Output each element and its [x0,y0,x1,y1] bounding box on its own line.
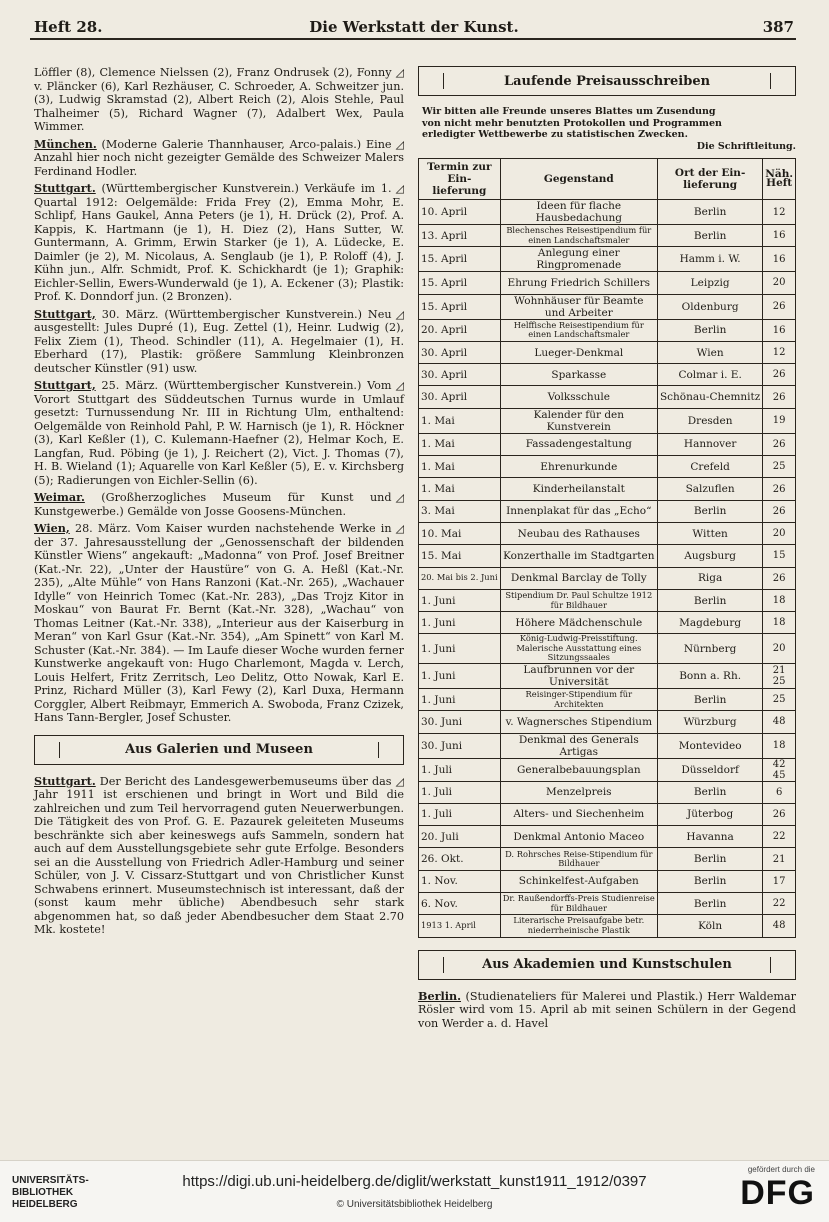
header-rule [30,38,796,40]
issue-cell: 26 [763,433,796,455]
deadline-cell: 15. April [419,272,501,294]
deadline-cell: 15. Mai [419,545,501,567]
subject-cell: Menzelpreis [500,781,657,803]
deadline-cell: 10. April [419,200,501,225]
paragraph-lead: Weimar. [34,490,85,504]
issue-cell: 18 [763,733,796,758]
table-row [419,272,796,294]
issue-cell: 20 [763,634,796,664]
table-row [419,500,796,522]
subject-cell: Sparkasse [500,364,657,386]
paragraph-lead: München. [34,136,97,151]
paragraph-text: Löffler (8), Clemence Nielssen (2), Franz Ondrusek (2), Fonny v. Pläncker (6), Karl Rezhäuser, C. Schroeder, A. Schweitzer jun. (3), Ludwig Skramstad (2), Albert Reich (2), Alois Stehle, Paul Thalheimer (5), Richard Wagner (7), Adalbert Wex, Paula Wimmer. [34,66,404,133]
deadline-cell: 13. April [419,225,501,247]
table-row [419,386,796,408]
dfg-wordmark: DFG [740,1174,815,1212]
paragraph-text: Der Bericht des Landesgewerbemuseums über das Jahr 1911 ist erschienen und bringt in Wort und Bild die zahlreichen und zum Teil hervorragend guten Neuerwerbungen. Die Tätigkeit des von Prof. G. E. Pazaurek geleiteten Museums beschränkte sich aber keineswegs aufs Sammeln, sondern hat auch auf dem Ausstellungsgebiete sehr gute Erfolge. Besonders sei an die Ausstellung von Friedrich Adler-Hamburg und seiner Schüler, von J. V. Cissarz-Stuttgart und von Christlicher Kunst Schwabens erinnert. Museumstechnisch ist interessant, daß der (sonst kaum mehr übliche) Abendbesuch sehr stark abgenommen hat, so daß jeder Abendbesucher dem Staat 2.70 Mk. kostete! [34,774,404,936]
section-heading-galerien: Aus Galerien und Museen [34,735,404,765]
subject-cell: Denkmal Barclay de Tolly [500,567,657,589]
triangle-mark-icon: ◿ [395,66,404,79]
paragraph-lead: Stuttgart. [34,181,96,195]
deadline-cell: 15. April [419,247,501,272]
table-row [419,711,796,733]
place-cell: Würzburg [657,711,762,733]
notice-signature: Die Schriftleitung. [696,140,796,152]
triangle-mark-icon: ◿ [395,491,404,504]
copyright-notice: © Universitätsbibliothek Heidelberg [336,1199,493,1210]
news-paragraph [34,522,404,725]
place-cell: Nürnberg [657,634,762,664]
place-cell: Montevideo [657,733,762,758]
issue-cell: 26 [763,803,796,825]
news-paragraph [34,182,404,304]
subject-cell: Konzerthalle im Stadtgarten [500,545,657,567]
table-row [419,319,796,341]
paragraph-lead: Stuttgart. [34,773,96,788]
table-row [419,522,796,544]
table-row [419,567,796,589]
place-cell: Riga [657,567,762,589]
issue-cell: 26 [763,294,796,319]
issue-cell: 15 [763,545,796,567]
news-paragraph [34,308,404,376]
dfg-logo [740,1165,815,1213]
table-row [419,364,796,386]
place-cell: Dresden [657,408,762,433]
place-cell: Berlin [657,500,762,522]
place-cell: Köln [657,915,762,937]
table-row [419,826,796,848]
table-row [419,634,796,664]
subject-cell: Innenplakat für das „Echo“ [500,500,657,522]
table-row [419,247,796,272]
subject-cell: Ehrung Friedrich Schillers [500,272,657,294]
issue-number: Heft 28. [34,18,103,36]
deadline-cell: 1. Mai [419,478,501,500]
subject-cell: Ideen für flache Hausbedachung [500,200,657,225]
table-row [419,803,796,825]
paragraph-text: (Moderne Galerie Thannhauser, Arco-palais.) Eine Anzahl hier noch nicht gezeigter Gemälde des Schweizer Malers Ferdinand Hodler. [34,137,404,178]
deadline-cell: 1913 1. April [419,915,501,937]
paragraph-text: 25. März. (Württembergischer Kunstverein.) Vom Vorort Stuttgart des Süddeutschen Turnus wurde in Umlauf gesetzt: Turnussendung Nr. III in Richtung Ulm, enthaltend: Oelgemälde von Reinhold Pahl, P. W. Harnisch (je 1), R. Höckner (3), Karl Keßler (1), C. Kulemann-Haefner (2), Helmar Koch, E. Langfan, Rud. Pöbing (je 1), J. Reichert (2), Vict. J. Thomas (7), H. B. Wieland (1); Aquarelle von Karl Keßler (5), E. v. Kirchsberg (5); Radierungen von Eichler-Sellin (6). [34,379,404,487]
deadline-cell: 1. Juni [419,688,501,710]
issue-cell: 12 [763,341,796,363]
section-heading-preisausschreiben: Laufende Preisausschreiben [418,66,796,96]
place-cell: Havanna [657,826,762,848]
subject-cell: Alters- und Siechenheim [500,803,657,825]
triangle-mark-icon: ◿ [395,774,404,788]
deadline-cell: 1. Juli [419,758,501,781]
subject-cell: Blechensches Reisestipendium für einen Landschaftsmaler [500,225,657,247]
editorial-notice [418,106,796,152]
header-deadline: Termin zur Ein-lieferung [419,159,501,200]
place-cell: Leipzig [657,272,762,294]
issue-cell: 18 [763,589,796,611]
dfg-caption: gefördert durch die [747,1165,815,1174]
notice-line: Wir bitten alle Freunde unseres Blattes um Zusendung [422,106,716,117]
table-row [419,663,796,688]
notice-line: von nicht mehr benutzten Protokollen und Programmen [422,117,722,129]
issue-cell: 25 [763,688,796,710]
subject-cell: Höhere Mädchenschule [500,612,657,634]
subject-cell: Kinderheilanstalt [500,478,657,500]
deadline-cell: 1. Mai [419,433,501,455]
news-list [34,66,404,725]
header-place: Ort der Ein-lieferung [657,159,762,200]
place-cell: Düsseldorf [657,758,762,781]
place-cell: Magdeburg [657,612,762,634]
issue-cell: 26 [763,478,796,500]
news-paragraph [34,491,404,518]
permalink-url[interactable]: https://digi.ub.uni-heidelberg.de/diglit/werkstatt_kunst1911_1912/0397 [182,1173,647,1190]
paragraph-lead: Stuttgart, [34,306,96,321]
issue-cell: 26 [763,567,796,589]
subject-cell: Laufbrunnen vor der Universität [500,663,657,688]
issue-cell: 16 [763,319,796,341]
logo-line: BIBLIOTHEK [12,1187,74,1198]
deadline-cell: 1. Juni [419,663,501,688]
place-cell: Berlin [657,893,762,915]
news-paragraph [34,66,404,134]
subject-cell: Literarische Preisaufgabe betr. niederrheinische Plastik [500,915,657,937]
issue-cell: 12 [763,200,796,225]
place-cell: Wien [657,341,762,363]
subject-cell: Kalender für den Kunstverein [500,408,657,433]
issue-cell: 26 [763,364,796,386]
place-cell: Augsburg [657,545,762,567]
deadline-cell: 1. Juli [419,781,501,803]
table-row [419,341,796,363]
paragraph-text: (Württembergischer Kunstverein.) Verkäufe im 1. Quartal 1912: Oelgemälde: Frida Frey (2), Emma Mohr, E. Schlipf, Hans Gaukel, Anna Peters (je 1), H. Drück (2), Prof. A. Kappis, K. Hartmann (je 1), H. Diez (2), Hans Sutter, W. Guntermann, A. Grimm, Erwin Starker (je 1), A. Lüdecke, E. Daimler (je 2), M. Nicolaus, A. Senglaub (je 1), P. Roloff (4), J. Kühn jun., Alfr. Schmidt, Prof. K. Schickhardt (je 1); Graphik: Eichler-Sellin, Ewers-Wunderwald (je 1), A. Eckener (3); Plastik: Prof. K. Donndorf jun. (2 Bronzen). [34,182,404,303]
place-cell: Berlin [657,589,762,611]
subject-cell: Dr. Raußendorffs-Preis Studienreise für Bildhauer [500,893,657,915]
place-cell: Berlin [657,870,762,892]
deadline-cell: 30. Juni [419,733,501,758]
header-subject: Gegenstand [500,159,657,200]
triangle-mark-icon: ◿ [395,379,404,392]
issue-cell: 21 [763,848,796,870]
deadline-cell: 10. Mai [419,522,501,544]
deadline-cell: 20. April [419,319,501,341]
deadline-cell: 30. Juni [419,711,501,733]
akademien-paragraph [418,990,796,1031]
subject-cell: Helffische Reisestipendium für einen Landschaftsmaler [500,319,657,341]
place-cell: Berlin [657,781,762,803]
deadline-cell: 6. Nov. [419,893,501,915]
place-cell: Jüterbog [657,803,762,825]
place-cell: Berlin [657,848,762,870]
logo-line: HEIDELBERG [12,1199,78,1210]
subject-cell: D. Rohrsches Reise-Stipendium für Bildhauer [500,848,657,870]
subject-cell: Denkmal Antonio Maceo [500,826,657,848]
table-row [419,294,796,319]
table-row [419,200,796,225]
issue-cell: 17 [763,870,796,892]
table-row [419,758,796,781]
issue-cell: 6 [763,781,796,803]
table-row [419,688,796,710]
place-cell: Oldenburg [657,294,762,319]
table-row [419,612,796,634]
place-cell: Salzuflen [657,478,762,500]
paragraph-text: (Großherzogliches Museum für Kunst und Kunstgewerbe.) Gemälde von Josse Goosens-München. [34,491,392,518]
deadline-cell: 3. Mai [419,500,501,522]
table-row [419,848,796,870]
subject-cell: Volksschule [500,386,657,408]
subject-cell: Ehrenurkunde [500,456,657,478]
triangle-mark-icon: ◿ [395,137,404,151]
subject-cell: Denkmal des Generals Artigas [500,733,657,758]
subject-cell: Generalbebauungsplan [500,758,657,781]
deadline-cell: 1. Juni [419,634,501,664]
journal-title: Die Werkstatt der Kunst. [309,18,519,36]
place-cell: Berlin [657,200,762,225]
subject-cell: Reisinger-Stipendium für Architekten [500,688,657,710]
galerien-paragraph [34,775,404,937]
subject-cell: Fassadengestaltung [500,433,657,455]
issue-cell: 16 [763,247,796,272]
place-cell: Berlin [657,225,762,247]
news-paragraph [34,138,404,179]
table-row [419,870,796,892]
issue-cell: 20 [763,522,796,544]
place-cell: Crefeld [657,456,762,478]
table-row [419,225,796,247]
issue-cell: 18 [763,612,796,634]
deadline-cell: 1. Mai [419,456,501,478]
table-row [419,545,796,567]
subject-cell: v. Wagnersches Stipendium [500,711,657,733]
place-cell: Schönau-Chemnitz [657,386,762,408]
table-row [419,893,796,915]
issue-cell: 26 [763,386,796,408]
issue-cell: 21 25 [763,663,796,688]
table-row [419,408,796,433]
table-row [419,433,796,455]
place-cell: Berlin [657,319,762,341]
news-paragraph [34,379,404,487]
issue-cell: 48 [763,915,796,937]
issue-cell: 20 [763,272,796,294]
place-cell: Bonn a. Rh. [657,663,762,688]
competitions-table [418,158,796,938]
table-row [419,781,796,803]
table-row [419,733,796,758]
right-column [418,66,796,1034]
deadline-cell: 20. Juli [419,826,501,848]
paragraph-text: 28. März. Vom Kaiser wurden nachstehende Werke in der 37. Jahresausstellung der „Genossenschaft der bildenden Künstler Wiens“ angekauft: „Madonna“ von Prof. Josef Breitner (Kat.-Nr. 22), „Unter der Haustüre“ von G. A. Heßl (Kat.-Nr. 235), „Alte Mühle“ von Hans Ranzoni (Kat.-Nr. 265), „Wachauer Idylle“ von Heinrich Tomec (Kat.-Nr. 283), „Das Trojz Kitor in Moskau“ von Baurat Fr. Bernt (Kat.-Nr. 328), „Wachau“ von Thomas Leitner (Kat.-Nr. 338), „Interieur aus der Kaiserburg in Meran“ von Karl Gsur (Kat.-Nr. 354), „Am Spinett“ von Karl M. Schuster (Kat.-Nr. 384). — Im Laufe dieser Woche wurden ferner Kunstwerke angekauft von: Hugo Charlemont, Magda v. Lerch, Louis Helfert, Fritz Zerritsch, Leo Delitz, Otto Nowak, Karl E. Prinz, Richard Müller (3), Karl Fewy (2), Karl Duxa, Hermann Corggler, Albert Reibmayr, Emmerich A. Swoboda, Franz Czizek, Hans Tann-Bergler, Josef Schuster. [34,522,404,724]
place-cell: Hannover [657,433,762,455]
place-cell: Berlin [657,688,762,710]
library-footer [0,1160,829,1222]
deadline-cell: 1. Juni [419,589,501,611]
paragraph-text: 30. März. (Württembergischer Kunstverein.) Neu ausgestellt: Jules Dupré (1), Eug. Zettel (1), Heinr. Ludwig (2), Felix Ziem (1), Theod. Schindler (11), A. Hegelmaier (1), H. Eberhard (17), Plastik: größere Sammlung Kleinbronzen deutscher Künstler (91) usw. [34,307,404,375]
deadline-cell: 1. Mai [419,408,501,433]
triangle-mark-icon: ◿ [395,522,404,535]
table-row [419,915,796,937]
deadline-cell: 20. Mai bis 2. Juni [419,567,501,589]
subject-cell: Lueger-Denkmal [500,341,657,363]
paragraph-lead: Wien, [34,521,70,535]
deadline-cell: 1. Nov. [419,870,501,892]
deadline-cell: 30. April [419,386,501,408]
paragraph-lead: Stuttgart, [34,378,96,392]
issue-cell: 16 [763,225,796,247]
section-heading-akademien: Aus Akademien und Kunstschulen [418,950,796,980]
issue-cell: 22 [763,826,796,848]
deadline-cell: 1. Juli [419,803,501,825]
triangle-mark-icon: ◿ [395,307,404,321]
issue-cell: 42 45 [763,758,796,781]
logo-line: UNIVERSITÄTS- [12,1175,89,1186]
issue-cell: 25 [763,456,796,478]
table-row [419,478,796,500]
place-cell: Hamm i. W. [657,247,762,272]
notice-line: erledigter Wettbewerbe zu statistischen Zwecken. [422,129,688,140]
subject-cell: König-Ludwig-Preisstiftung. Malerische Ausstattung eines Sitzungssaales [500,634,657,664]
paragraph-text: (Studienateliers für Malerei und Plastik.) Herr Waldemar Rösler wird vom 15. April ab mit seinen Schülern in der Gegend von Werder a. d. Havel [418,989,796,1030]
left-column [34,66,404,941]
triangle-mark-icon: ◿ [395,182,404,195]
deadline-cell: 26. Okt. [419,848,501,870]
deadline-cell: 30. April [419,341,501,363]
subject-cell: Schinkelfest-Aufgaben [500,870,657,892]
page-number: 387 [762,18,794,36]
issue-cell: 22 [763,893,796,915]
place-cell: Colmar i. E. [657,364,762,386]
deadline-cell: 30. April [419,364,501,386]
place-cell: Witten [657,522,762,544]
header-issue: Näh. Heft [763,159,796,200]
table-header-row [419,159,796,200]
paragraph-lead: Berlin. [418,988,461,1003]
table-row [419,589,796,611]
subject-cell: Stipendium Dr. Paul Schultze 1912 für Bildhauer [500,589,657,611]
issue-cell: 48 [763,711,796,733]
issue-cell: 19 [763,408,796,433]
deadline-cell: 1. Juni [419,612,501,634]
subject-cell: Wohnhäuser für Beamte und Arbeiter [500,294,657,319]
table-row [419,456,796,478]
deadline-cell: 15. April [419,294,501,319]
subject-cell: Anlegung einer Ringpromenade [500,247,657,272]
issue-cell: 26 [763,500,796,522]
subject-cell: Neubau des Rathauses [500,522,657,544]
